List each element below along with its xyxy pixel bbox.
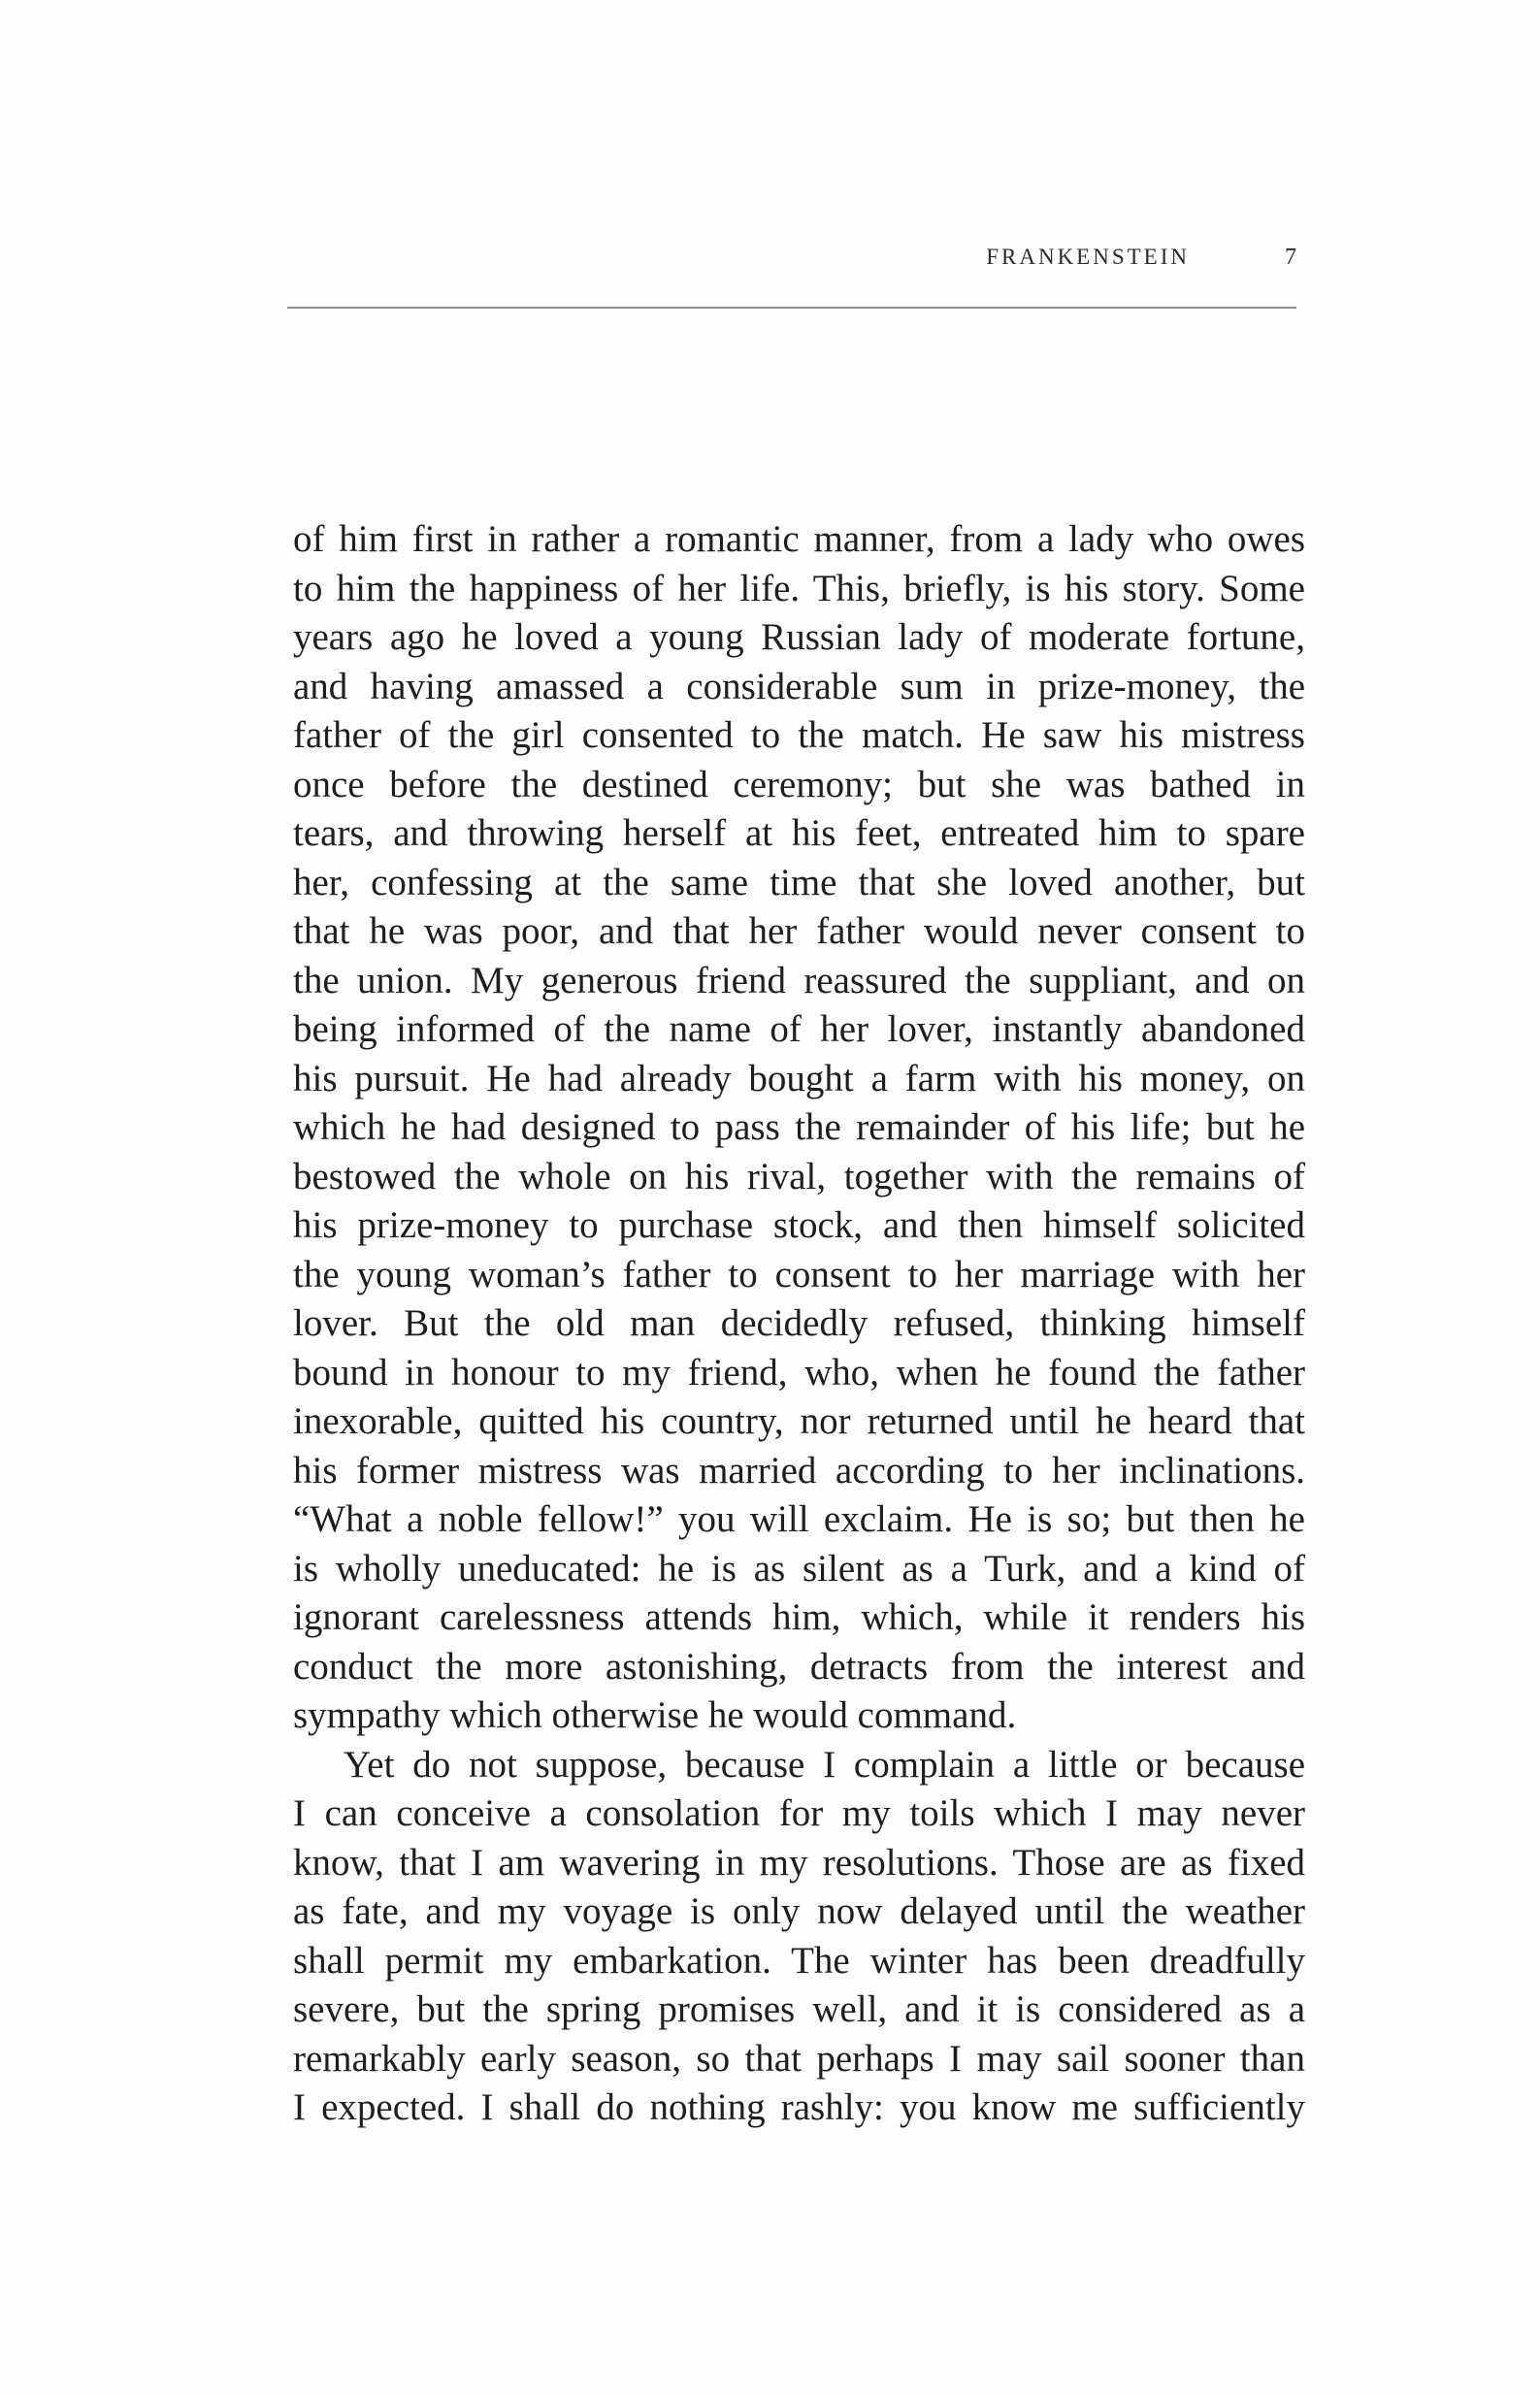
text-line: “What a noble fellow!” you will exclaim. He is so; but then he: [293, 1498, 1305, 1540]
text-line: the union. My generous friend reassured the suppliant, and on: [293, 959, 1305, 1001]
text-line: bestowed the whole on his rival, together with the remains of: [293, 1155, 1305, 1198]
text-line: ignorant carelessness attends him, which, while it renders his: [293, 1596, 1305, 1638]
paragraph-2: [293, 1741, 1305, 2133]
running-head: [287, 245, 1296, 283]
text-line: to him the happiness of her life. This, briefly, is his story. Some: [293, 567, 1305, 609]
text-line: severe, but the spring promises well, and it is considered as a: [293, 1988, 1305, 2030]
text-line: know, that I am wavering in my resolutions. Those are as fixed: [293, 1841, 1305, 1884]
text-line: his prize-money to purchase stock, and then himself solicited: [293, 1204, 1305, 1246]
text-line: is wholly uneducated: he is as silent as a Turk, and a kind of: [293, 1547, 1305, 1590]
text-line: years ago he loved a young Russian lady of moderate fortune,: [293, 616, 1305, 658]
body-text: [293, 515, 1305, 2133]
text-line: of him first in rather a romantic manner, from a lady who owes: [293, 518, 1305, 560]
text-line: sympathy which otherwise he would command.: [293, 1694, 1017, 1736]
text-line: shall permit my embarkation. The winter has been dreadfully: [293, 1939, 1305, 1982]
text-line: tears, and throwing herself at his feet, entreated him to spare: [293, 812, 1305, 854]
text-line: conduct the more astonishing, detracts from the interest and: [293, 1645, 1305, 1688]
text-line: being informed of the name of her lover, instantly abandoned: [293, 1008, 1305, 1050]
text-line: I expected. I shall do nothing rashly: you know me sufficiently: [293, 2086, 1305, 2128]
running-title: FRANKENSTEIN: [986, 245, 1190, 269]
text-line: Yet do not suppose, because I complain a little or because: [344, 1743, 1305, 1786]
text-line: and having amassed a considerable sum in prize-money, the: [293, 665, 1305, 707]
text-line: I can conceive a consolation for my toils which I may never: [293, 1792, 1305, 1834]
page-number: 7: [1285, 245, 1296, 270]
header-rule: [287, 307, 1296, 309]
text-line: as fate, and my voyage is only now delayed until the weather: [293, 1890, 1305, 1932]
text-line: father of the girl consented to the match. He saw his mistress: [293, 714, 1305, 756]
text-line: lover. But the old man decidedly refused, thinking himself: [293, 1302, 1305, 1344]
text-line: remarkably early season, so that perhaps I may sail sooner than: [293, 2037, 1305, 2080]
text-line: her, confessing at the same time that she loved another, but: [293, 861, 1305, 903]
text-line: the young woman’s father to consent to her marriage with her: [293, 1253, 1305, 1296]
text-line: his former mistress was married according to her inclinations.: [293, 1449, 1305, 1492]
text-line: once before the destined ceremony; but she was bathed in: [293, 763, 1305, 805]
text-line: his pursuit. He had already bought a farm with his money, on: [293, 1057, 1305, 1099]
text-line: inexorable, quitted his country, nor returned until he heard that: [293, 1400, 1305, 1442]
paragraph-1: [293, 515, 1305, 1741]
text-line: which he had designed to pass the remainder of his life; but he: [293, 1106, 1305, 1148]
text-line: bound in honour to my friend, who, when he found the father: [293, 1351, 1305, 1394]
text-line: that he was poor, and that her father would never consent to: [293, 910, 1305, 952]
